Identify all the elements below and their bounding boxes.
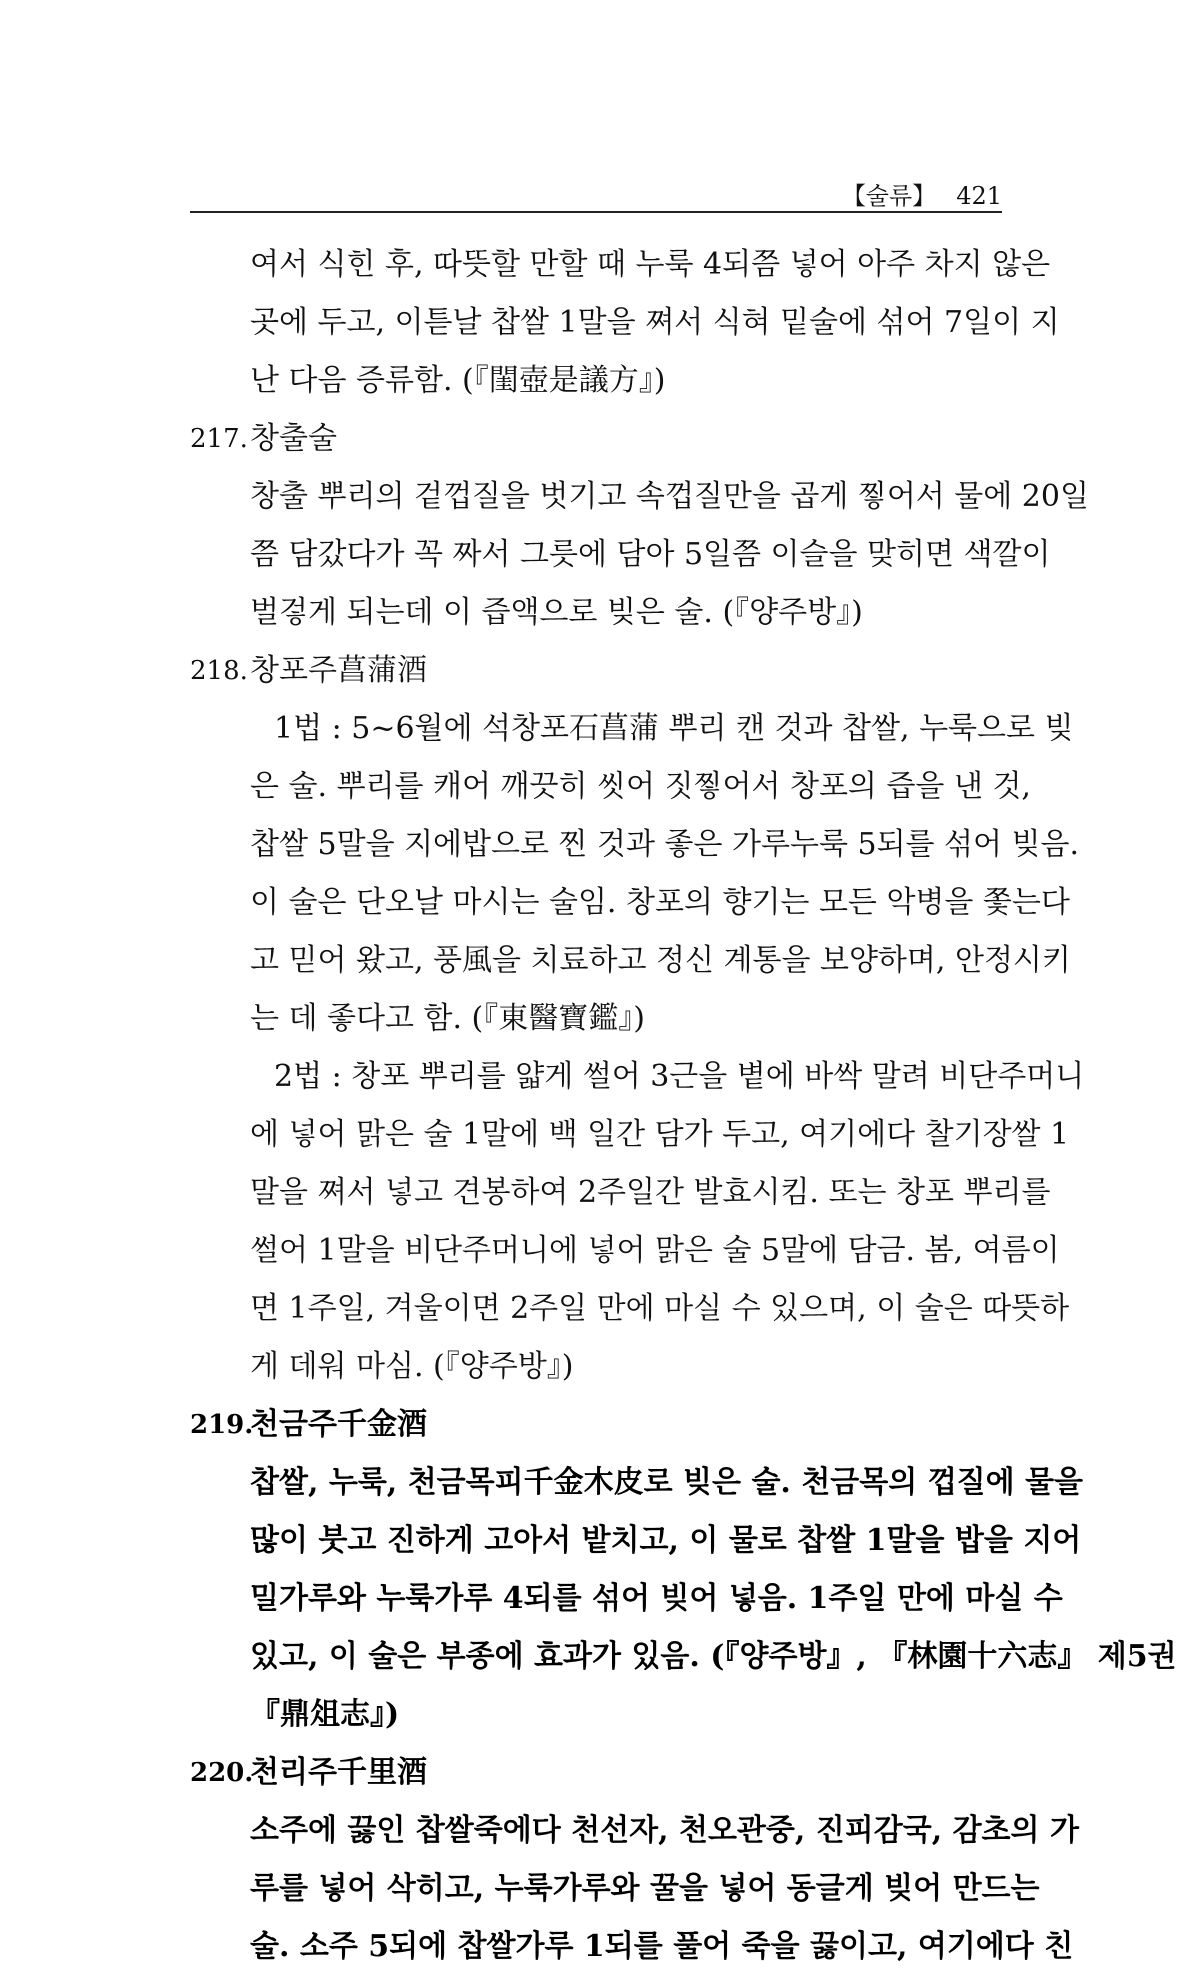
text-line: 술. 소주 5되에 찹쌀가루 1되를 풀어 죽을 끓이고, 여기에다 친 xyxy=(250,1929,1074,1964)
text-line: 에 넣어 맑은 술 1말에 백 일간 담가 두고, 여기에다 찰기장쌀 1 xyxy=(250,1117,1070,1152)
text-line: 찹쌀 5말을 지에밥으로 찐 것과 좋은 가루누룩 5되를 섞어 빚음. xyxy=(250,827,1080,862)
text-line: 밀가루와 누룩가루 4되를 섞어 빚어 넣음. 1주일 만에 마실 수 xyxy=(250,1581,1063,1616)
page-number: 421 xyxy=(956,182,1002,210)
text-line: 이 술은 단오날 마시는 술임. 창포의 향기는 모든 악병을 쫓는다 xyxy=(250,885,1070,920)
entry-title: 천금주千金酒 xyxy=(250,1407,427,1442)
text-line: 『鼎俎志』) xyxy=(250,1697,400,1732)
text-line: 있고, 이 술은 부종에 효과가 있음. (『양주방』, 『林園十六志』 제5권 xyxy=(250,1639,1177,1674)
text-line: 게 데워 마심. (『양주방』) xyxy=(250,1349,574,1384)
text-line: 루를 넣어 삭히고, 누룩가루와 꿀을 넣어 동글게 빚어 만드는 xyxy=(250,1871,1040,1906)
text-line: 1법 : 5~6월에 석창포石菖蒲 뿌리 캔 것과 찹쌀, 누룩으로 빚 xyxy=(274,711,1074,746)
entry-heading xyxy=(190,642,1002,700)
running-head xyxy=(190,168,1002,208)
text-line: 창출 뿌리의 겉껍질을 벗기고 속껍질만을 곱게 찧어서 물에 20일 xyxy=(250,479,1089,514)
section-label: 【술류】 xyxy=(841,182,937,210)
text-line: 찹쌀, 누룩, 천금목피千金木皮로 빚은 술. 천금목의 껍질에 물을 xyxy=(250,1465,1084,1500)
text-line: 쯤 담갔다가 꼭 짜서 그릇에 담아 5일쯤 이슬을 맞히면 색깔이 xyxy=(250,537,1051,572)
text-line: 썰어 1말을 비단주머니에 넣어 맑은 술 5말에 담금. 봄, 여름이 xyxy=(250,1233,1060,1268)
entry-heading xyxy=(190,1744,1002,1802)
header-rule xyxy=(190,211,1002,213)
text-line: 많이 붓고 진하게 고아서 밭치고, 이 물로 찹쌀 1말을 밥을 지어 xyxy=(250,1523,1082,1558)
text-line: 은 술. 뿌리를 캐어 깨끗히 씻어 짓찧어서 창포의 즙을 낸 것, xyxy=(250,769,1031,804)
text-line: 소주에 끓인 찹쌀죽에다 천선자, 천오관중, 진피감국, 감초의 가 xyxy=(250,1813,1079,1848)
entry-heading xyxy=(190,1396,1002,1454)
entry-number: 217. xyxy=(190,424,248,454)
text-line: 난 다음 증류함. (『閨壺是議方』) xyxy=(250,363,666,398)
text-line: 여서 식힌 후, 따뜻할 만할 때 누룩 4되쯤 넣어 아주 차지 않은 xyxy=(250,247,1051,282)
entry-title: 창출술 xyxy=(250,421,337,456)
text-line: 말을 쪄서 넣고 견봉하여 2주일간 발효시킴. 또는 창포 뿌리를 xyxy=(250,1175,1051,1210)
text-line: 면 1주일, 겨울이면 2주일 만에 마실 수 있으며, 이 술은 따뜻하 xyxy=(250,1291,1070,1326)
entry-number: 219. xyxy=(190,1410,254,1440)
text-line: 벌겋게 되는데 이 즙액으로 빚은 술. (『양주방』) xyxy=(250,595,863,630)
text-line: 는 데 좋다고 함. (『東醫寶鑑』) xyxy=(250,1001,645,1036)
text-line: 고 믿어 왔고, 풍風을 치료하고 정신 계통을 보양하며, 안정시키 xyxy=(250,943,1071,978)
entry-title: 창포주菖蒲酒 xyxy=(250,653,427,688)
text-line: 2법 : 창포 뿌리를 얇게 썰어 3근을 볕에 바싹 말려 비단주머니 xyxy=(274,1059,1085,1094)
entry-number: 218. xyxy=(190,656,248,686)
page-body xyxy=(190,236,1177,1976)
text-line: 곳에 두고, 이튿날 찹쌀 1말을 쪄서 식혀 밑술에 섞어 7일이 지 xyxy=(250,305,1060,340)
entry-title: 천리주千里酒 xyxy=(250,1755,427,1790)
entry-number: 220. xyxy=(190,1758,254,1788)
entry-heading xyxy=(190,410,1002,468)
